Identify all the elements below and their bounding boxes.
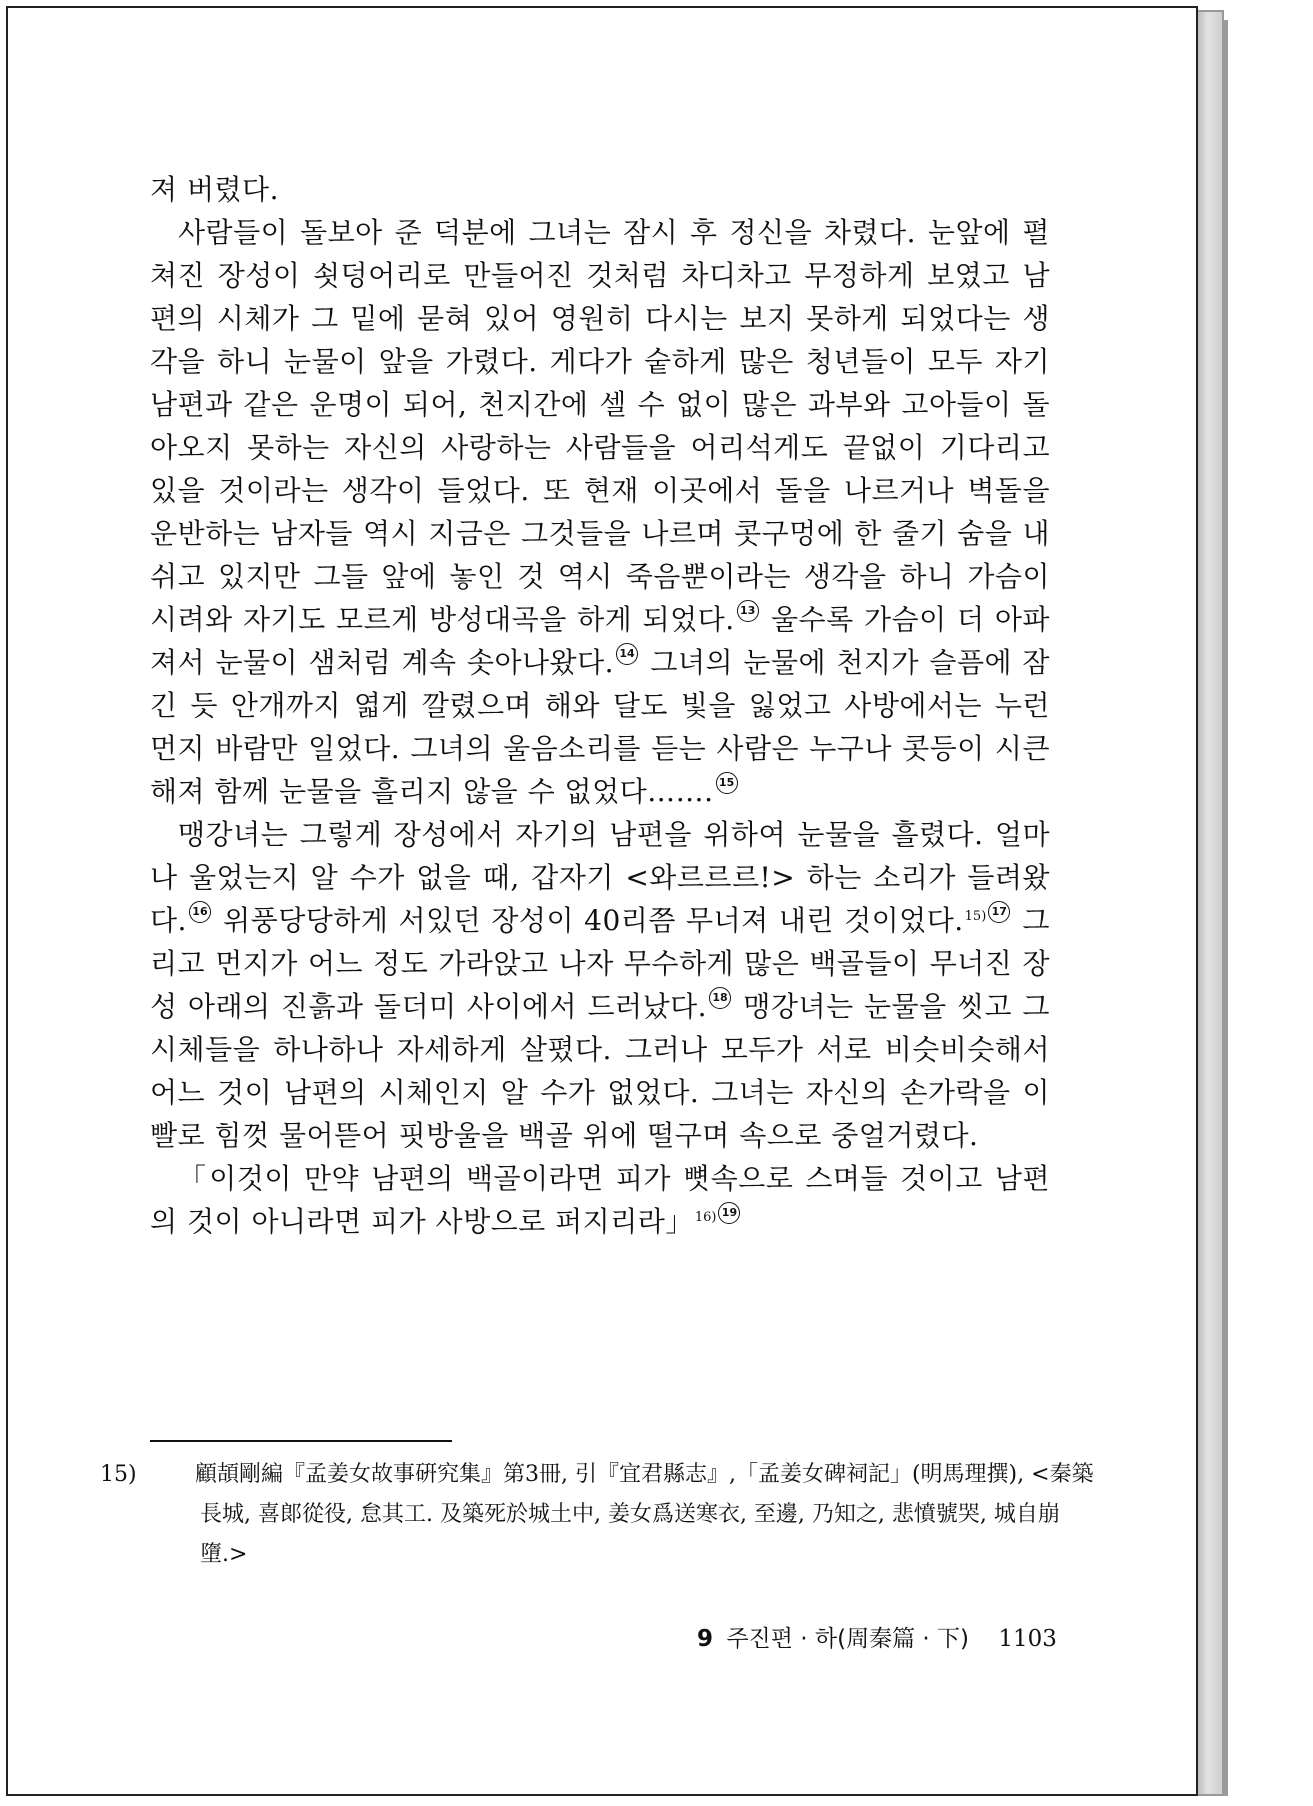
text-run: 맹강녀는 눈물을 씻고 그 시체들을 하나하나 자세하게 살폈다. 그러나 모두가 서로 비슷비슷해서 어느 것이 남편의 시체인지 알 수가 없었다. 그녀는 자신의 손가락을 이빨로 힘껏 물어뜯어 핏방울을 백골 위에 떨구며 속으로 중얼거렸다. <box>150 990 1050 1152</box>
paragraph <box>150 211 1050 813</box>
text-run: 그녀의 눈물에 천지가 슬픔에 잠긴 듯 안개까지 엷게 깔렸으며 해와 달도 빛을 잃었고 사방에서는 누런 먼지 바람만 일었다. 그녀의 울음소리를 듣는 사람은 누구나 콧등이 시큰해져 함께 눈물을 흘리지 않을 수 없었다……. <box>150 646 1050 808</box>
circled-marker: 13 <box>737 600 759 622</box>
text-run: 그리고 먼지가 어느 정도 가라앉고 나자 무수하게 많은 백골들이 무너진 장성 아래의 진흙과 돌더미 사이에서 드러났다. <box>150 904 1050 1023</box>
circled-marker: 17 <box>988 901 1010 923</box>
paragraph <box>150 1157 1050 1243</box>
chapter-number: 9 <box>697 1626 714 1652</box>
circled-marker: 19 <box>718 1202 740 1224</box>
footnote-rule <box>150 1440 452 1442</box>
footnote-text: 顧頡剛編『孟姜女故事硏究集』第3冊, 引『宜君縣志』,「孟姜女碑祠記」(明馬理撰), <秦築長城, 喜郞從役, 怠其工. 及築死於城土中, 姜女爲送寒衣, 至邊, 乃知之, 悲憤號哭, 城自崩墮.> <box>195 1462 1094 1567</box>
text-run: 져 버렸다. <box>150 173 279 206</box>
footnote-reference: 16) <box>694 1210 717 1225</box>
running-footer <box>697 1620 1057 1653</box>
text-run: 울수록 가슴이 더 아파져서 눈물이 샘처럼 계속 솟아나왔다. <box>150 603 1050 679</box>
circled-marker: 15 <box>716 772 738 794</box>
footnote <box>100 1455 1100 1575</box>
text-run: 맹강녀는 그렇게 장성에서 자기의 남편을 위하여 눈물을 흘렸다. 얼마나 울었는지 알 수가 없을 때, 갑자기 <와르르르!> 하는 소리가 들려왔다. <box>150 818 1050 937</box>
text-run: 사람들이 돌보아 준 덕분에 그녀는 잠시 후 정신을 차렸다. 눈앞에 펼쳐진 장성이 쇳덩어리로 만들어진 것처럼 차디차고 무정하게 보였고 남편의 시체가 그 밑에 묻혀 있어 영원히 다시는 보지 못하게 되었다는 생각을 하니 눈물이 앞을 가렸다. 게다가 숱하게 많은 청년들이 모두 자기 남편과 같은 운명이 되어, 천지간에 셀 수 없이 많은 과부와 고아들이 돌아오지 못하는 자신의 사랑하는 사람들을 어리석게도 끝없이 기다리고 있을 것이라는 생각이 들었다. 또 현재 이곳에서 돌을 나르거나 벽돌을 운반하는 남자들 역시 지금은 그것들을 나르며 콧구멍에 한 줄기 숨을 내쉬고 있지만 그들 앞에 놓인 것 역시 죽음뿐이라는 생각을 하니 가슴이 시려와 자기도 모르게 방성대곡을 하게 되었다. <box>150 216 1050 636</box>
body-text <box>150 168 1050 1243</box>
paragraph <box>150 168 1050 211</box>
page-edge-shadow <box>1222 20 1228 1796</box>
circled-marker: 14 <box>616 643 638 665</box>
text-run: 「이것이 만약 남편의 백골이라면 피가 뼛속으로 스며들 것이고 남편의 것이 아니라면 피가 사방으로 퍼지리라」 <box>150 1162 1050 1238</box>
circled-marker: 18 <box>709 987 731 1009</box>
text-run: 위풍당당하게 서있던 장성이 40리쯤 무너져 내린 것이었다. <box>212 904 964 937</box>
chapter-title: 주진편 · 하(周秦篇 · 下) <box>726 1626 970 1652</box>
footnote-reference: 15) <box>964 909 987 924</box>
page-edge <box>1198 10 1224 1796</box>
paragraph <box>150 813 1050 1157</box>
footnote-number: 15) <box>100 1462 137 1487</box>
page-number: 1103 <box>998 1626 1057 1652</box>
circled-marker: 16 <box>189 901 211 923</box>
